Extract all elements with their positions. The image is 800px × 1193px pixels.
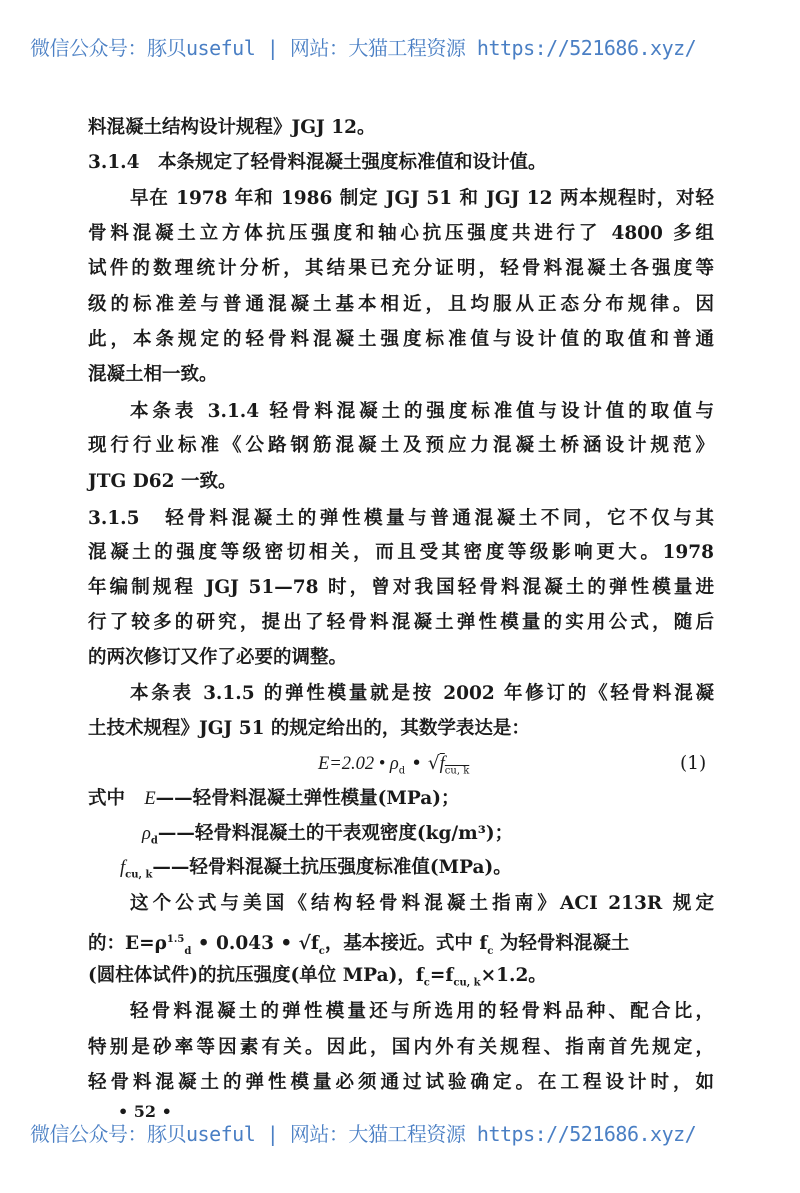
where-line-f xyxy=(120,856,512,888)
text-line: 料混凝土结构设计规程》JGJ 12。 xyxy=(88,117,376,138)
where-line-rho xyxy=(142,822,513,854)
aci-f: 为轻骨料混凝土 xyxy=(493,933,630,955)
where-line-E xyxy=(88,787,714,811)
aci-sub: d xyxy=(184,945,192,957)
text-line: 级的标准差与普通混凝土基本相近，且均服从正态分布规律。因 xyxy=(88,294,714,315)
formula-lhs: E=2.02 • ρ xyxy=(318,754,399,774)
aci-2e: ×1.2。 xyxy=(480,965,547,986)
aci-d: ，基本接近。式中 f xyxy=(324,933,488,955)
aci-b: • 0.043 • √f xyxy=(191,933,319,955)
watermark-top: 微信公众号：豚贝useful | 网站：大猫工程资源 https://521686.xyz/ xyxy=(30,36,697,60)
text-line: 试件的数理统计分析，其结果已充分证明，轻骨料混凝土各强度等 xyxy=(88,258,714,279)
formula-sub: d xyxy=(398,765,406,777)
aci-2b: c xyxy=(423,977,430,989)
text-line: 行了较多的研究，提出了轻骨料混凝土弹性模量的实用公式，随后 xyxy=(88,612,714,633)
where-label: 式中 xyxy=(88,788,126,809)
text-line: 此，本条规定的轻骨料混凝土强度标准值与设计值的取值和普通 xyxy=(88,329,714,350)
var-rho-desc: ——轻骨料混凝土的干表观密度(kg/m³)； xyxy=(157,823,514,844)
formula xyxy=(318,752,469,784)
formula-fsub: cu, k xyxy=(444,765,470,777)
aci-sup: 1.5 xyxy=(166,934,185,945)
text-line: 这个公式与美国《结构轻骨料混凝土指南》ACI 213R 规定 xyxy=(130,893,714,914)
text-line: 现行行业标准《公路钢筋混凝土及预应力混凝土桥涵设计规范》 xyxy=(88,435,714,456)
text-line: 轻骨料混凝土的弹性模量必须通过试验确定。在工程设计时，如 xyxy=(88,1072,714,1093)
text-line: 混凝土的强度等级密切相关，而且受其密度等级影响更大。1978 xyxy=(88,542,714,563)
page-number: • 52 • xyxy=(118,1102,172,1121)
aci-c: c xyxy=(318,945,325,957)
section-heading-3-1-4: 3.1.4 本条规定了轻骨料混凝土强度标准值和设计值。 xyxy=(88,152,547,173)
section-heading-3-1-5: 3.1.5 轻骨料混凝土的弹性模量与普通混凝土不同，它不仅与其 xyxy=(88,508,714,529)
var-E: E xyxy=(144,789,156,809)
aci-line-2 xyxy=(88,964,714,996)
formula-f: f xyxy=(439,754,445,774)
aci-line-1 xyxy=(88,928,714,964)
text-line: 本条表 3.1.4 轻骨料混凝土的强度标准值与设计值的取值与 xyxy=(130,401,714,422)
formula-mid: • √ xyxy=(405,753,440,774)
aci-e: c xyxy=(487,945,494,957)
var-E-desc: ——轻骨料混凝土弹性模量(MPa)； xyxy=(155,788,460,809)
aci-2c: =f xyxy=(429,965,454,986)
text-line: 的两次修订又作了必要的调整。 xyxy=(88,647,348,668)
var-f-desc: ——轻骨料混凝土抗压强度标准值(MPa)。 xyxy=(152,857,512,878)
text-line: 特别是砂率等因素有关。因此，国内外有关规程、指南首先规定， xyxy=(88,1037,714,1058)
aci-2a: (圆柱体试件)的抗压强度(单位 MPa)，f xyxy=(88,965,424,986)
text-line: 本条表 3.1.5 的弹性模量就是按 2002 年修订的《轻骨料混凝 xyxy=(130,683,714,704)
var-f: f xyxy=(120,858,126,878)
aci-a: 的：E=ρ xyxy=(88,933,167,955)
text-line: 年编制规程 JGJ 51—78 时，曾对我国轻骨料混凝土的弹性模量进 xyxy=(88,577,714,598)
var-rho: ρ xyxy=(142,824,151,844)
var-f-sub: cu, k xyxy=(125,869,153,881)
aci-2d: cu, k xyxy=(453,977,481,989)
text-line: JTG D62 一致。 xyxy=(88,471,237,492)
text-line: 早在 1978 年和 1986 制定 JGJ 51 和 JGJ 12 两本规程时，对轻 xyxy=(130,188,714,209)
watermark-bottom: 微信公众号：豚贝useful | 网站：大猫工程资源 https://521686.xyz/ xyxy=(30,1122,697,1146)
text-line: 混凝土相一致。 xyxy=(88,364,218,385)
formula-number: (1) xyxy=(680,753,707,774)
text-line: 土技术规程》JGJ 51 的规定给出的，其数学表达是： xyxy=(88,718,530,739)
var-rho-sub: d xyxy=(150,835,158,847)
text-line: 轻骨料混凝土的弹性模量还与所选用的轻骨料品种、配合比， xyxy=(130,1001,714,1022)
text-line: 骨料混凝土立方体抗压强度和轴心抗压强度共进行了 4800 多组 xyxy=(88,223,714,244)
